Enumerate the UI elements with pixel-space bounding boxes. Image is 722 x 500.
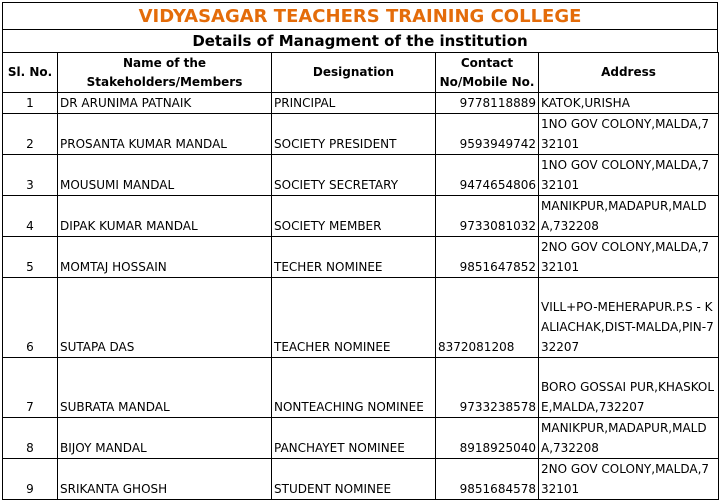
row-address: MANIKPUR,MADAPUR,MALDA,732208 — [539, 196, 719, 237]
row-contact: 8372081208 — [436, 278, 539, 358]
row-contact: 8918925040 — [436, 418, 539, 459]
row-sl: 1 — [3, 93, 58, 114]
row-sl: 2 — [3, 114, 58, 155]
table-row — [3, 155, 719, 196]
row-address: 1NO GOV COLONY,MALDA,732101 — [539, 114, 719, 155]
row-contact: 9778118889 — [436, 93, 539, 114]
row-name: SUBRATA MANDAL — [58, 358, 272, 418]
row-sl: 6 — [3, 278, 58, 358]
row-contact: 9474654806 — [436, 155, 539, 196]
row-name: PROSANTA KUMAR MANDAL — [58, 114, 272, 155]
table-row — [3, 459, 719, 500]
row-designation: TECHER NOMINEE — [272, 237, 436, 278]
row-contact: 9851684578 — [436, 459, 539, 500]
row-address: 2NO GOV COLONY,MALDA,732101 — [539, 237, 719, 278]
row-address: KATOK,URISHA — [539, 93, 719, 114]
row-sl: 5 — [3, 237, 58, 278]
row-address: VILL+PO-MEHERAPUR.P.S - KALIACHAK,DIST-MALDA,PIN-732207 — [539, 278, 719, 358]
row-contact: 9733238578 — [436, 358, 539, 418]
college-title: VIDYASAGAR TEACHERS TRAINING COLLEGE — [2, 2, 718, 29]
table-subtitle: Details of Managment of the institution — [2, 29, 718, 52]
header-address: Address — [539, 53, 719, 93]
management-sheet — [2, 2, 718, 500]
row-address: BORO GOSSAI PUR,KHASKOLE,MALDA,732207 — [539, 358, 719, 418]
row-designation: STUDENT NOMINEE — [272, 459, 436, 500]
table-row — [3, 93, 719, 114]
table-row — [3, 196, 719, 237]
management-table — [2, 52, 719, 500]
header-designation: Designation — [272, 53, 436, 93]
row-designation: PANCHAYET NOMINEE — [272, 418, 436, 459]
row-designation: SOCIETY SECRETARY — [272, 155, 436, 196]
header-contact: Contact No/Mobile No. — [436, 53, 539, 93]
row-name: MOUSUMI MANDAL — [58, 155, 272, 196]
table-row — [3, 418, 719, 459]
row-name: SRIKANTA GHOSH — [58, 459, 272, 500]
row-name: DR ARUNIMA PATNAIK — [58, 93, 272, 114]
table-row — [3, 237, 719, 278]
header-name: Name of the Stakeholders/Members — [58, 53, 272, 93]
row-contact: 9733081032 — [436, 196, 539, 237]
table-row — [3, 358, 719, 418]
row-name: SUTAPA DAS — [58, 278, 272, 358]
row-address: 1NO GOV COLONY,MALDA,732101 — [539, 155, 719, 196]
row-designation: SOCIETY MEMBER — [272, 196, 436, 237]
row-sl: 3 — [3, 155, 58, 196]
row-name: MOMTAJ HOSSAIN — [58, 237, 272, 278]
row-address: 2NO GOV COLONY,MALDA,732101 — [539, 459, 719, 500]
row-designation: PRINCIPAL — [272, 93, 436, 114]
row-sl: 4 — [3, 196, 58, 237]
row-designation: NONTEACHING NOMINEE — [272, 358, 436, 418]
header-row — [3, 53, 719, 93]
row-sl: 9 — [3, 459, 58, 500]
row-name: BIJOY MANDAL — [58, 418, 272, 459]
row-sl: 7 — [3, 358, 58, 418]
row-name: DIPAK KUMAR MANDAL — [58, 196, 272, 237]
row-designation: SOCIETY PRESIDENT — [272, 114, 436, 155]
row-designation: TEACHER NOMINEE — [272, 278, 436, 358]
row-contact: 9851647852 — [436, 237, 539, 278]
row-contact: 9593949742 — [436, 114, 539, 155]
row-sl: 8 — [3, 418, 58, 459]
table-row — [3, 114, 719, 155]
header-sl-no: Sl. No. — [3, 53, 58, 93]
table-row — [3, 278, 719, 358]
row-address: MANIKPUR,MADAPUR,MALDA,732208 — [539, 418, 719, 459]
